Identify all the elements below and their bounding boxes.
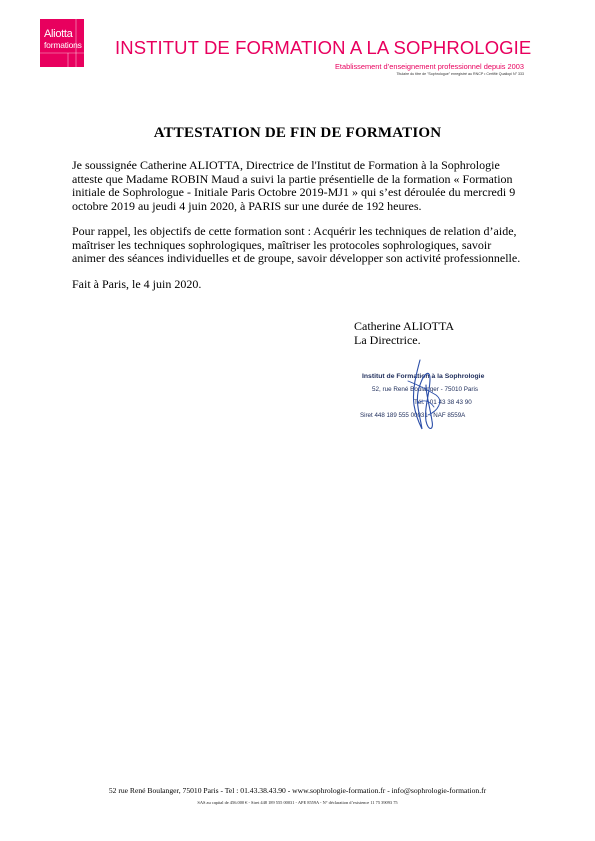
stamp-line-address: 52, rue René Boulanger - 75010 Paris xyxy=(372,386,479,393)
institute-certification: Titulaire du titre de "Sophrologue" enregistré au RNCP • Certifié Qualiopi N° 333 xyxy=(396,72,524,76)
paragraph-attestation: Je soussignée Catherine ALIOTTA, Directrice de l'Institut de Formation à la Sophrologie atteste que Madame ROBIN Maud a suivi la partie présentielle de la formation « Formation initiale de Sophrologue - Initiale Paris Octobre 2019-MJ1 » qui s’est déroulée du mercredi 9 octobre 2019 au jeudi 4 juin 2020, à PARIS sur une durée de 192 heures. xyxy=(72,158,516,213)
stamp-line-name: Institut de Formation à la Sophrologie xyxy=(362,373,485,380)
logo-text-formations: formations xyxy=(44,40,82,50)
footer-legal: SAS au capital de 456.000 € - Siret 448 189 555 00031 - APE 8559A - N° déclaration d’existence 11 75 39093 75 xyxy=(197,800,398,805)
signatory-role: La Directrice. xyxy=(354,333,421,347)
logo-text-aliotta: Aliotta xyxy=(44,28,73,40)
signatory-name: Catherine ALIOTTA xyxy=(354,319,455,333)
paragraph-objectives: Pour rappel, les objectifs de cette formation sont : Acquérir les techniques de relation d’aide, maîtriser les techniques sophrologiques, maîtriser les protocoles sophrologiques, savoir animer des séances individuelles et de groupe, savoir développer son activité professionnelle. xyxy=(72,224,521,266)
document-title: ATTESTATION DE FIN DE FORMATION xyxy=(153,125,442,141)
footer-contact: 52 rue René Boulanger, 75010 Paris - Tel : 01.43.38.43.90 - www.sophrologie-formation.fr - info@sophrologie-formation.fr xyxy=(108,786,487,795)
institute-subtitle: Etablissement d’enseignement professionnel depuis 2003 xyxy=(335,62,524,71)
paragraph-place-date: Fait à Paris, le 4 juin 2020. xyxy=(72,277,202,291)
aliotta-logo xyxy=(40,19,84,67)
stamp-line-siret: Siret 448 189 555 00031 - NAF 8559A xyxy=(360,412,466,419)
stamp-line-phone: Tél. : 01 43 38 43 90 xyxy=(414,399,472,406)
handwritten-signature xyxy=(390,355,470,437)
institute-title: INSTITUT DE FORMATION A LA SOPHROLOGIE xyxy=(115,37,532,58)
